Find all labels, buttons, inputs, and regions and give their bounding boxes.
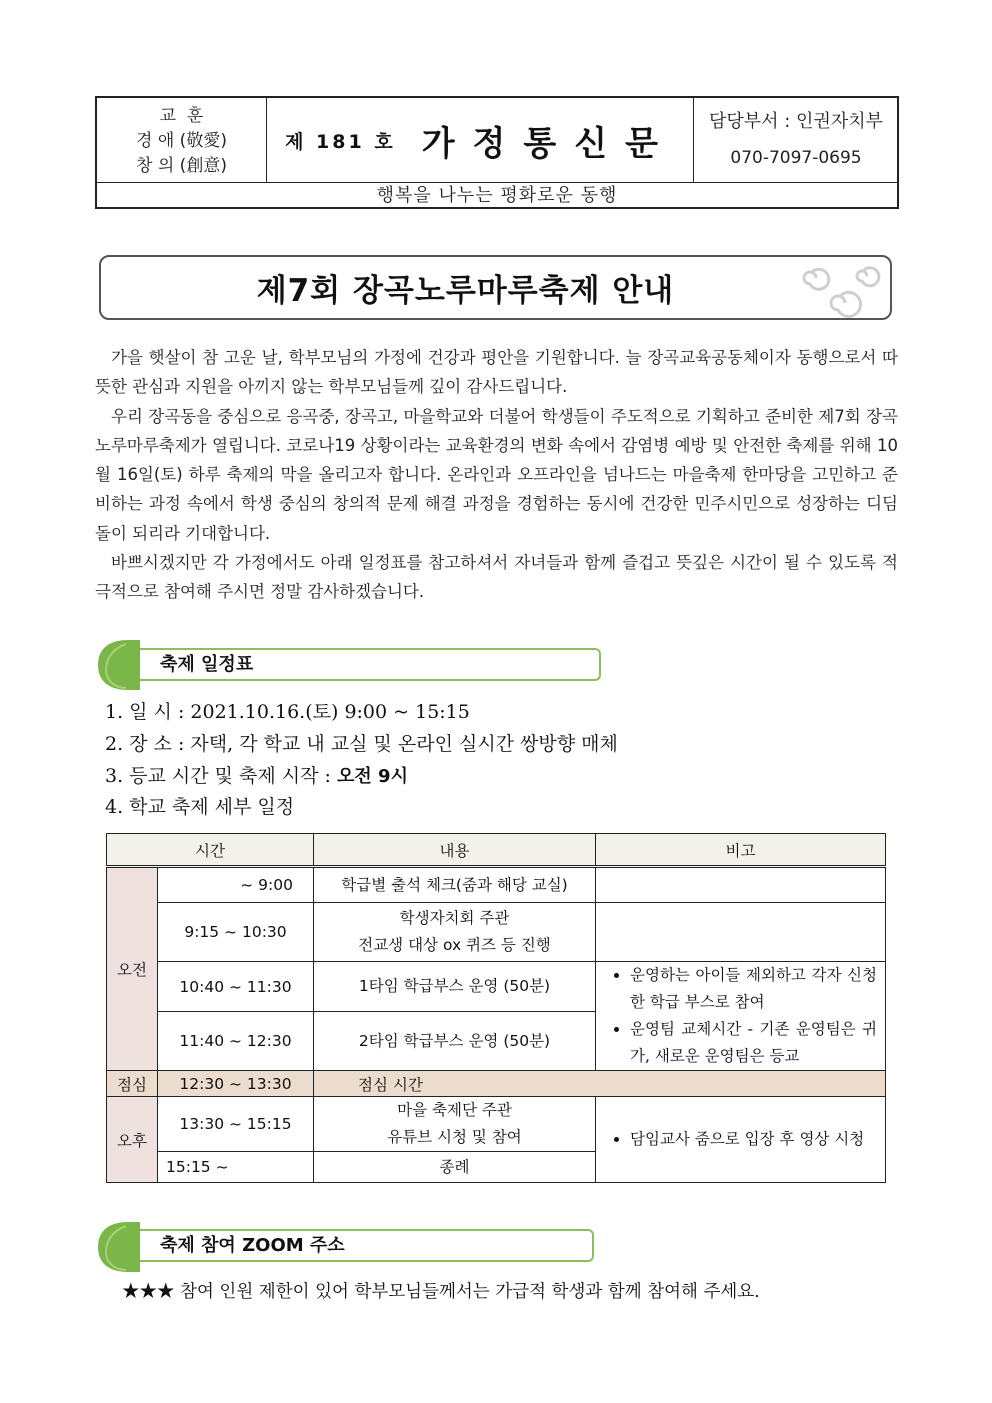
issue-number: 제 181 호: [285, 130, 396, 153]
row-note-empty: [596, 903, 886, 962]
page-title: 제7회 장곡노루마루축제 안내: [256, 273, 675, 309]
schedule-item-date: 1. 일 시 : 2021.10.16.(토) 9:00 ~ 15:15: [105, 701, 470, 723]
period-morning: 오전: [107, 867, 158, 1071]
table-row-lunch: [107, 1071, 886, 1097]
row-content-line-1: 마을 축제단 주관: [397, 1101, 512, 1119]
newsletter-header: [95, 96, 899, 209]
table-row: [107, 1097, 886, 1152]
slogan: 행복을 나누는 평화로운 동행: [97, 182, 897, 210]
schedule-start-value: 오전 9시: [337, 765, 408, 787]
section-title-schedule: 축제 일정표: [160, 654, 254, 675]
note-morning-item-1: • 운영하는 아이들 제외하고 각자 신청한 학급 부스로 참여: [630, 962, 877, 1016]
school-motto: [97, 98, 267, 182]
row-content-line-2: 유튜브 시청 및 참여: [387, 1128, 522, 1146]
newsletter-title-block: [268, 98, 694, 182]
phone-number: 070-7097-0695: [730, 148, 862, 168]
newsletter-title: 가정통신문: [421, 123, 676, 164]
leaf-icon: [96, 1222, 146, 1272]
table-row: [107, 867, 886, 903]
note-morning-list: [596, 962, 885, 1070]
department: 담당부서 : 인권자치부: [709, 111, 883, 132]
schedule-item-detail: 4. 학교 축제 세부 일정: [105, 796, 295, 819]
motto-label: 교 훈: [159, 106, 204, 126]
leaf-icon: [96, 640, 146, 690]
note-morning-item-2: • 운영팀 교체시간 - 기존 운영팀은 귀가, 새로운 운영팀은 등교: [630, 1016, 877, 1070]
row-time: 13:30 ~ 15:15: [158, 1097, 314, 1152]
header-note: 비고: [596, 834, 886, 867]
row-time: 15:15 ~: [158, 1152, 314, 1183]
row-content-line-1: 학생자치회 주관: [399, 909, 510, 927]
row-time: ~ 9:00: [158, 867, 314, 903]
table-row: [107, 903, 886, 962]
intro-paragraph-3: 바쁘시겠지만 각 가정에서도 아래 일정표를 참고하셔서 자녀들과 함께 즐겁고 뜻깊은 시간이 될 수 있도록 적극적으로 참여해 주시면 정말 감사하겠습니다.: [95, 553, 898, 602]
schedule-list: [105, 697, 618, 824]
row-content: 종례: [314, 1152, 596, 1183]
header-time: 시간: [107, 834, 314, 867]
section-header-schedule: [96, 640, 601, 690]
swirl-decoration-icon: [792, 260, 884, 318]
department-info: [695, 98, 897, 182]
table-header-row: [107, 834, 886, 867]
row-content: [314, 903, 596, 962]
schedule-item-start: [105, 761, 618, 793]
row-content: [314, 1097, 596, 1152]
intro-paragraph-1: 가을 햇살이 참 고운 날, 학부모님의 가정에 건강과 평안을 기원합니다. 늘 장곡교육공동체이자 동행으로서 따뜻한 관심과 지원을 아끼지 않는 학부모님들께 깊이 감사드립니다.: [95, 348, 898, 397]
schedule-start-label: 3. 등교 시간 및 축제 시작 :: [105, 764, 337, 787]
period-lunch: 점심: [107, 1071, 158, 1097]
schedule-item-place: 2. 장 소 : 자택, 각 학교 내 교실 및 온라인 실시간 쌍방향 매체: [105, 732, 618, 755]
row-time: 9:15 ~ 10:30: [158, 903, 314, 962]
section-header-zoom: [96, 1222, 594, 1272]
row-content: 점심 시간: [314, 1071, 886, 1097]
row-content: 1타임 학급부스 운영 (50분): [314, 962, 596, 1012]
intro-text: [95, 343, 898, 607]
row-time: 10:40 ~ 11:30: [158, 962, 314, 1012]
note-morning: [596, 962, 886, 1071]
festival-schedule-table: [106, 833, 886, 1183]
row-time: 11:40 ~ 12:30: [158, 1012, 314, 1071]
row-note-empty: [596, 867, 886, 903]
motto-line-1: 경 애 (敬愛): [136, 131, 227, 151]
table-row: [107, 962, 886, 1012]
title-banner: [99, 255, 892, 320]
intro-paragraph-2: 우리 장곡동을 중심으로 응곡중, 장곡고, 마을학교와 더불어 학생들이 주도적으로 기획하고 준비한 제7회 장곡노루마루축제가 열립니다. 코로나19 상황이라는 교육환경의 변화 속에서 감염병 예방 및 안전한 축제를 위해 10월 16일(토) 하루 축제의 막을 올리고자 합니다. 온라인과 오프라인을 넘나드는 마을축제 한마당을 고민하고 준비하는 과정 속에서 학생 중심의 창의적 문제 해결 과정을 경험하는 동시에 건강한 민주시민으로 성장하는 디딤돌이 되리라 기대합니다.: [95, 406, 898, 543]
note-afternoon-list: [596, 1126, 885, 1153]
header-content: 내용: [314, 834, 596, 867]
section-title-zoom: 축제 참여 ZOOM 주소: [160, 1235, 345, 1256]
motto-line-2: 창 의 (創意): [136, 156, 227, 176]
note-afternoon: [596, 1097, 886, 1183]
note-afternoon-item: • 담임교사 줌으로 입장 후 영상 시청: [630, 1126, 877, 1153]
period-afternoon: 오후: [107, 1097, 158, 1183]
row-content: 학급별 출석 체크(줌과 해당 교실): [314, 867, 596, 903]
participation-notice: ★★★ 참여 인원 제한이 있어 학부모님들께서는 가급적 학생과 함께 참여해 주세요.: [122, 1282, 760, 1302]
row-content: 2타임 학급부스 운영 (50분): [314, 1012, 596, 1071]
row-time: 12:30 ~ 13:30: [158, 1071, 314, 1097]
row-content-line-2: 전교생 대상 ox 퀴즈 등 진행: [358, 936, 551, 954]
